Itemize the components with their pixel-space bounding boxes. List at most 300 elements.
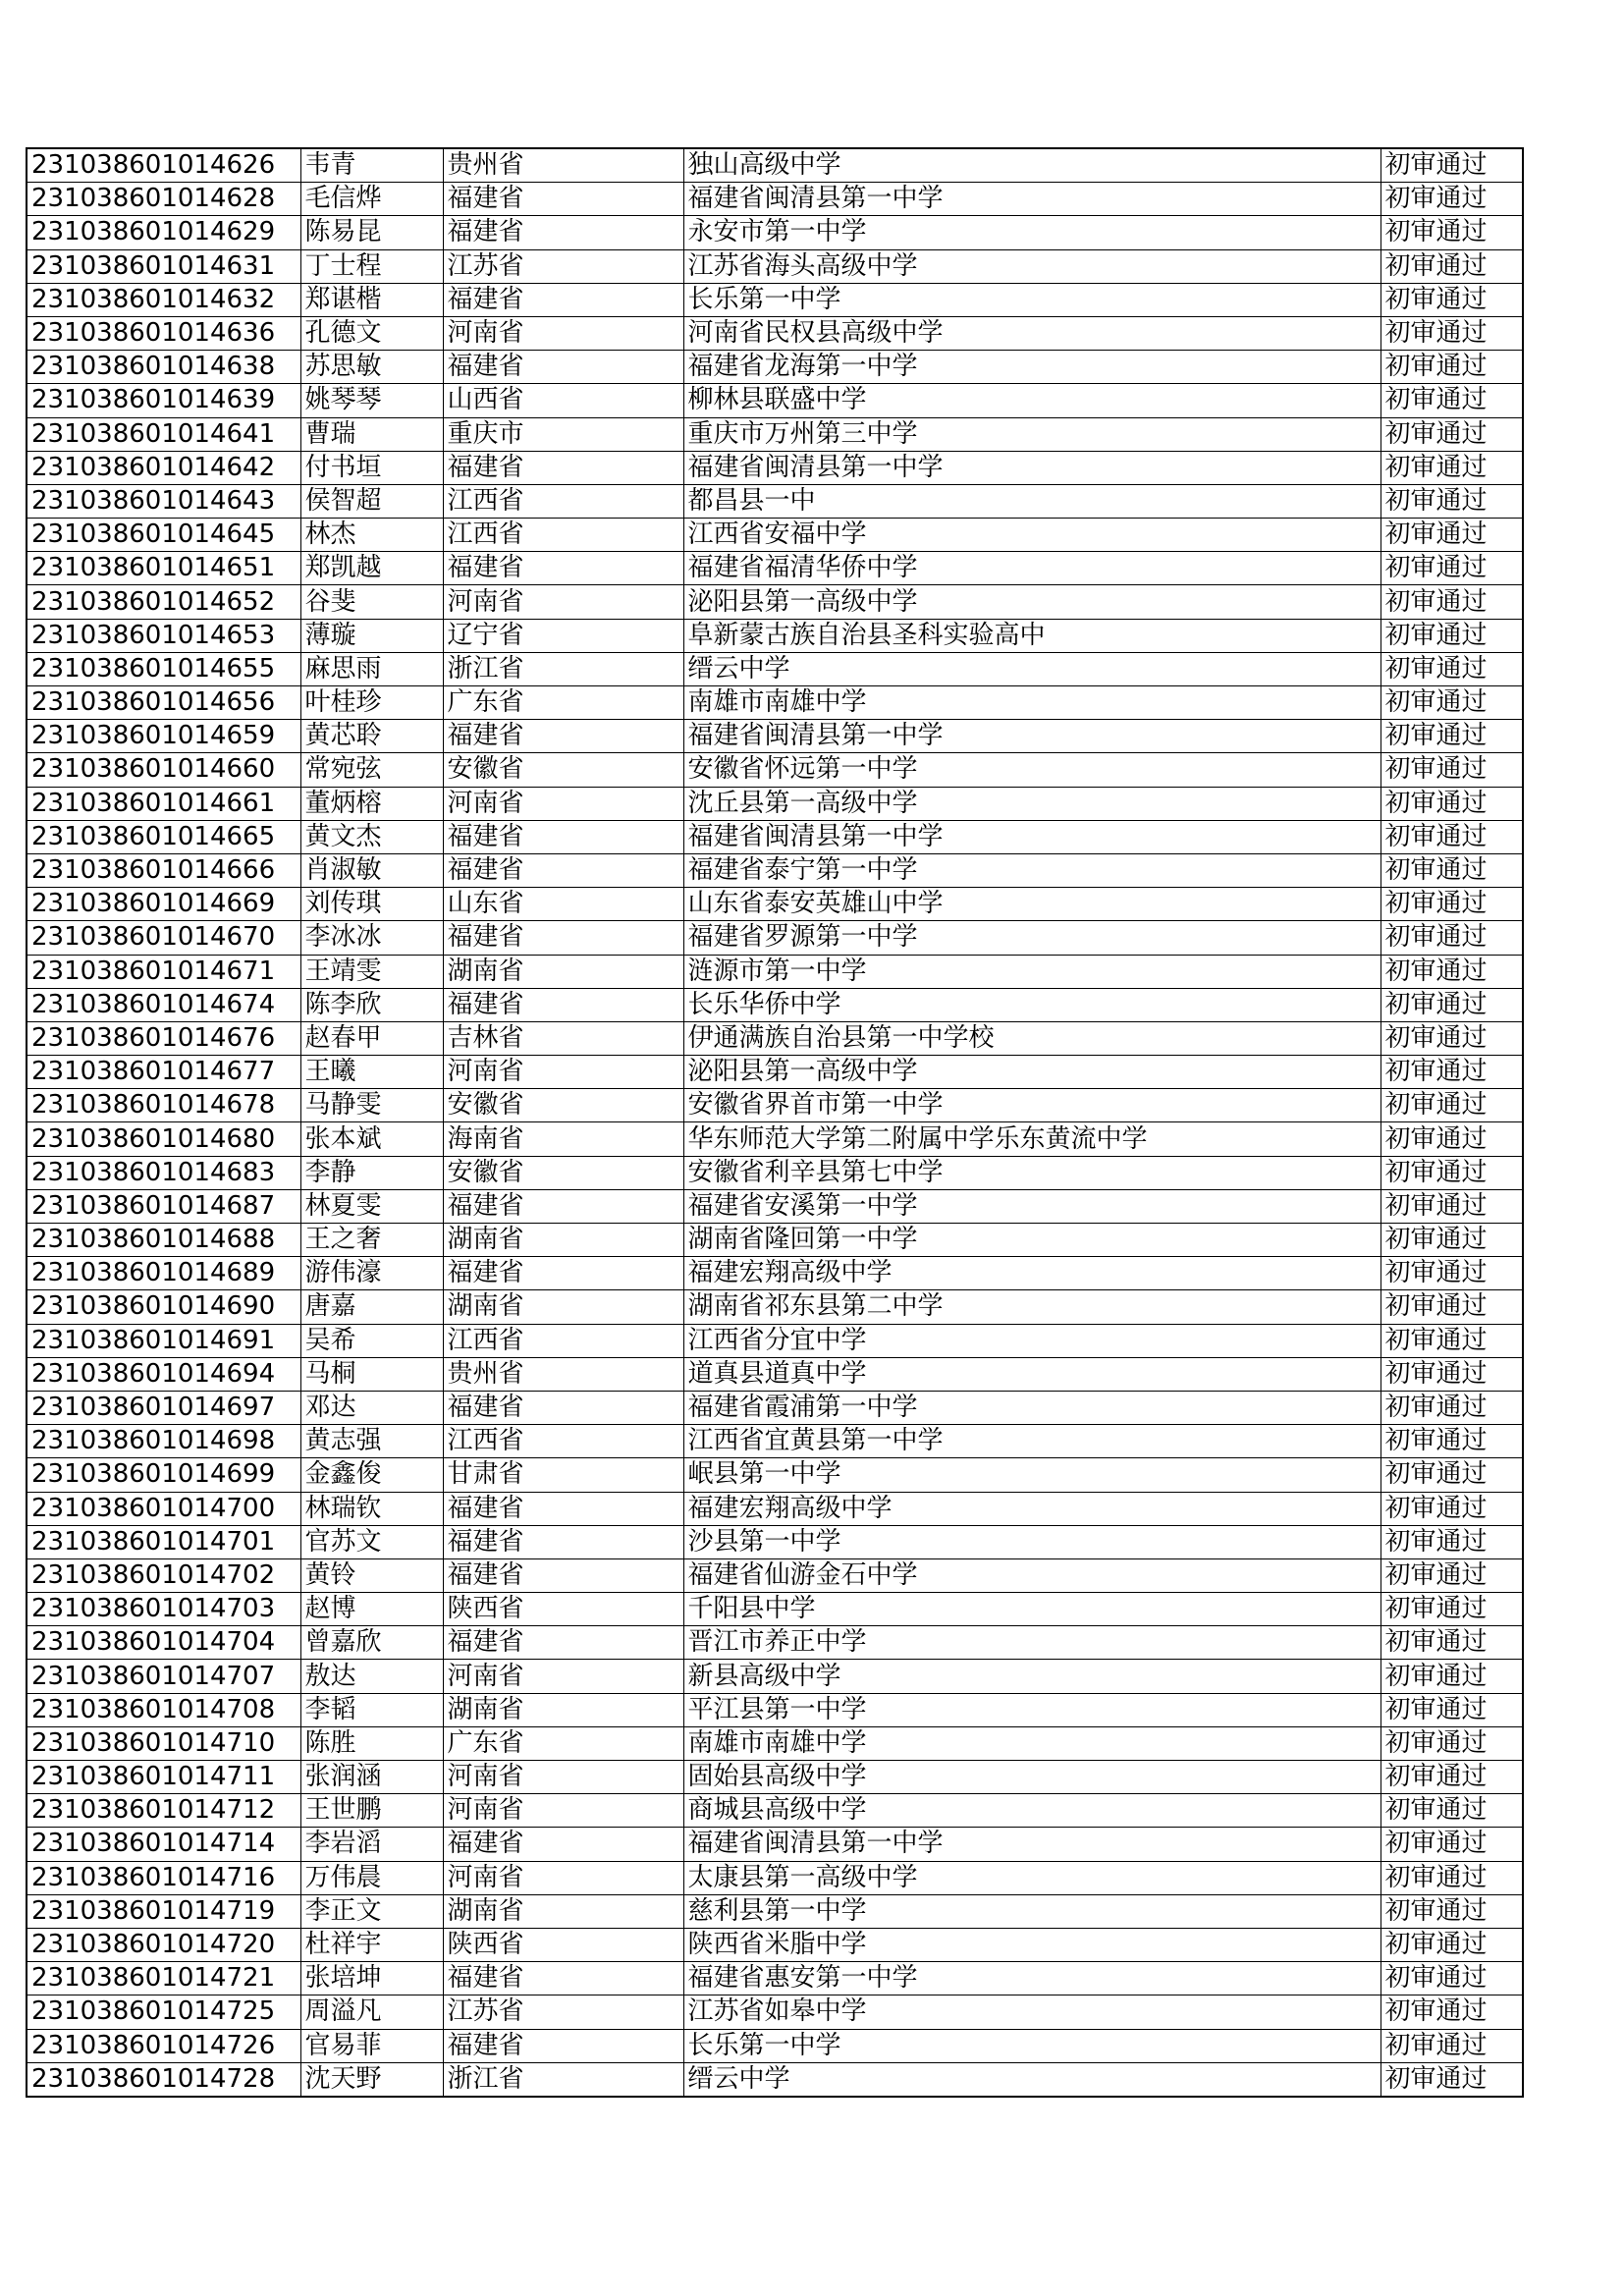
cell-id: 231038601014683	[27, 1156, 300, 1189]
cell-id: 231038601014639	[27, 384, 300, 417]
table-row	[27, 316, 1523, 350]
cell-school: 商城县高级中学	[683, 1794, 1380, 1828]
cell-school: 安徽省界首市第一中学	[683, 1089, 1380, 1122]
cell-status: 初审通过	[1380, 148, 1523, 183]
cell-school: 江西省分宜中学	[683, 1324, 1380, 1357]
cell-province: 福建省	[443, 1525, 683, 1558]
cell-name: 付书垣	[300, 451, 443, 484]
table-row	[27, 1425, 1523, 1458]
table-row	[27, 820, 1523, 853]
cell-name: 苏思敏	[300, 351, 443, 384]
cell-province: 江西省	[443, 1425, 683, 1458]
table-row	[27, 1257, 1523, 1290]
table-row	[27, 1995, 1523, 2029]
cell-name: 陈易昆	[300, 216, 443, 249]
cell-status: 初审通过	[1380, 988, 1523, 1021]
table-row	[27, 1224, 1523, 1257]
cell-school: 阜新蒙古族自治县圣科实验高中	[683, 619, 1380, 652]
table-row	[27, 1189, 1523, 1223]
table-row	[27, 1828, 1523, 1861]
table-row	[27, 1794, 1523, 1828]
cell-name: 孔德文	[300, 316, 443, 350]
cell-school: 江苏省海头高级中学	[683, 249, 1380, 283]
cell-province: 福建省	[443, 921, 683, 955]
cell-school: 安徽省利辛县第七中学	[683, 1156, 1380, 1189]
cell-school: 长乐华侨中学	[683, 988, 1380, 1021]
cell-province: 江西省	[443, 1324, 683, 1357]
table-row	[27, 988, 1523, 1021]
cell-school: 福建省泰宁第一中学	[683, 853, 1380, 887]
cell-status: 初审通过	[1380, 1257, 1523, 1290]
cell-id: 231038601014661	[27, 787, 300, 820]
cell-name: 叶桂珍	[300, 686, 443, 720]
cell-province: 福建省	[443, 1828, 683, 1861]
cell-id: 231038601014714	[27, 1828, 300, 1861]
table-row	[27, 1357, 1523, 1391]
cell-school: 涟源市第一中学	[683, 955, 1380, 988]
cell-province: 湖南省	[443, 1290, 683, 1324]
cell-id: 231038601014690	[27, 1290, 300, 1324]
cell-status: 初审通过	[1380, 249, 1523, 283]
cell-id: 231038601014671	[27, 955, 300, 988]
cell-name: 曾嘉欣	[300, 1626, 443, 1660]
table-row	[27, 1525, 1523, 1558]
cell-province: 福建省	[443, 1626, 683, 1660]
cell-status: 初审通过	[1380, 1558, 1523, 1592]
cell-province: 河南省	[443, 585, 683, 619]
cell-province: 陕西省	[443, 1593, 683, 1626]
cell-school: 新县高级中学	[683, 1660, 1380, 1693]
cell-id: 231038601014638	[27, 351, 300, 384]
cell-province: 海南省	[443, 1122, 683, 1156]
cell-id: 231038601014728	[27, 2062, 300, 2097]
cell-school: 长乐第一中学	[683, 2029, 1380, 2062]
cell-name: 马桐	[300, 1357, 443, 1391]
table-row	[27, 753, 1523, 787]
cell-status: 初审通过	[1380, 1357, 1523, 1391]
cell-province: 福建省	[443, 216, 683, 249]
cell-status: 初审通过	[1380, 1021, 1523, 1055]
cell-name: 李冰冰	[300, 921, 443, 955]
cell-status: 初审通过	[1380, 1828, 1523, 1861]
cell-province: 福建省	[443, 1257, 683, 1290]
cell-school: 固始县高级中学	[683, 1761, 1380, 1794]
cell-school: 福建省闽清县第一中学	[683, 451, 1380, 484]
cell-school: 岷县第一中学	[683, 1458, 1380, 1492]
cell-id: 231038601014726	[27, 2029, 300, 2062]
cell-name: 唐嘉	[300, 1290, 443, 1324]
cell-school: 南雄市南雄中学	[683, 686, 1380, 720]
cell-id: 231038601014702	[27, 1558, 300, 1592]
cell-school: 平江县第一中学	[683, 1693, 1380, 1726]
cell-province: 江苏省	[443, 1995, 683, 2029]
table-row	[27, 1458, 1523, 1492]
cell-school: 独山高级中学	[683, 148, 1380, 183]
cell-province: 福建省	[443, 1492, 683, 1525]
cell-status: 初审通过	[1380, 1894, 1523, 1928]
cell-school: 福建省罗源第一中学	[683, 921, 1380, 955]
cell-name: 常宛弦	[300, 753, 443, 787]
cell-school: 福建省闽清县第一中学	[683, 1828, 1380, 1861]
cell-status: 初审通过	[1380, 1425, 1523, 1458]
cell-status: 初审通过	[1380, 183, 1523, 216]
cell-id: 231038601014666	[27, 853, 300, 887]
cell-status: 初审通过	[1380, 519, 1523, 552]
cell-province: 吉林省	[443, 1021, 683, 1055]
cell-province: 浙江省	[443, 2062, 683, 2097]
cell-school: 沈丘县第一高级中学	[683, 787, 1380, 820]
cell-school: 山东省泰安英雄山中学	[683, 888, 1380, 921]
cell-name: 郑凯越	[300, 552, 443, 585]
table-row	[27, 921, 1523, 955]
cell-id: 231038601014656	[27, 686, 300, 720]
cell-id: 231038601014676	[27, 1021, 300, 1055]
table-row	[27, 216, 1523, 249]
table-row	[27, 1626, 1523, 1660]
cell-status: 初审通过	[1380, 1189, 1523, 1223]
table-row	[27, 519, 1523, 552]
cell-name: 韦青	[300, 148, 443, 183]
cell-school: 道真县道真中学	[683, 1357, 1380, 1391]
table-row	[27, 1492, 1523, 1525]
cell-province: 河南省	[443, 1660, 683, 1693]
cell-name: 张培坤	[300, 1962, 443, 1995]
table-row	[27, 1324, 1523, 1357]
cell-name: 敖达	[300, 1660, 443, 1693]
table-row	[27, 1056, 1523, 1089]
cell-province: 福建省	[443, 552, 683, 585]
cell-id: 231038601014716	[27, 1861, 300, 1894]
cell-status: 初审通过	[1380, 820, 1523, 853]
cell-name: 董炳榕	[300, 787, 443, 820]
cell-status: 初审通过	[1380, 552, 1523, 585]
cell-province: 福建省	[443, 2029, 683, 2062]
cell-status: 初审通过	[1380, 2062, 1523, 2097]
cell-name: 杜祥宇	[300, 1928, 443, 1961]
cell-id: 231038601014652	[27, 585, 300, 619]
cell-id: 231038601014719	[27, 1894, 300, 1928]
cell-province: 河南省	[443, 316, 683, 350]
cell-name: 官苏文	[300, 1525, 443, 1558]
cell-name: 黄志强	[300, 1425, 443, 1458]
cell-status: 初审通过	[1380, 1861, 1523, 1894]
cell-name: 肖淑敏	[300, 853, 443, 887]
cell-status: 初审通过	[1380, 720, 1523, 753]
cell-name: 王曦	[300, 1056, 443, 1089]
cell-id: 231038601014694	[27, 1357, 300, 1391]
table-row	[27, 1962, 1523, 1995]
table-row	[27, 283, 1523, 316]
cell-status: 初审通过	[1380, 955, 1523, 988]
results-table-body	[27, 148, 1523, 2097]
table-row	[27, 1558, 1523, 1592]
table-row	[27, 484, 1523, 518]
cell-status: 初审通过	[1380, 451, 1523, 484]
cell-school: 江西省安福中学	[683, 519, 1380, 552]
cell-name: 赵博	[300, 1593, 443, 1626]
cell-name: 丁士程	[300, 249, 443, 283]
cell-name: 陈李欣	[300, 988, 443, 1021]
table-row	[27, 1021, 1523, 1055]
table-row	[27, 148, 1523, 183]
cell-status: 初审通过	[1380, 888, 1523, 921]
cell-id: 231038601014674	[27, 988, 300, 1021]
cell-status: 初审通过	[1380, 1693, 1523, 1726]
cell-id: 231038601014645	[27, 519, 300, 552]
cell-status: 初审通过	[1380, 1626, 1523, 1660]
cell-province: 河南省	[443, 1056, 683, 1089]
cell-province: 河南省	[443, 1794, 683, 1828]
cell-school: 缙云中学	[683, 652, 1380, 685]
cell-school: 都昌县一中	[683, 484, 1380, 518]
cell-name: 李岩滔	[300, 1828, 443, 1861]
cell-province: 湖南省	[443, 1224, 683, 1257]
cell-id: 231038601014678	[27, 1089, 300, 1122]
cell-name: 王世鹏	[300, 1794, 443, 1828]
cell-status: 初审通过	[1380, 853, 1523, 887]
cell-id: 231038601014689	[27, 1257, 300, 1290]
cell-id: 231038601014665	[27, 820, 300, 853]
cell-status: 初审通过	[1380, 585, 1523, 619]
cell-province: 安徽省	[443, 1089, 683, 1122]
table-row	[27, 1761, 1523, 1794]
cell-school: 福建省惠安第一中学	[683, 1962, 1380, 1995]
cell-status: 初审通过	[1380, 216, 1523, 249]
cell-status: 初审通过	[1380, 1156, 1523, 1189]
table-row	[27, 652, 1523, 685]
cell-id: 231038601014636	[27, 316, 300, 350]
cell-status: 初审通过	[1380, 417, 1523, 451]
table-row	[27, 1693, 1523, 1726]
cell-id: 231038601014691	[27, 1324, 300, 1357]
cell-province: 福建省	[443, 720, 683, 753]
table-row	[27, 1928, 1523, 1961]
table-row	[27, 1122, 1523, 1156]
cell-status: 初审通过	[1380, 283, 1523, 316]
cell-name: 邓达	[300, 1391, 443, 1424]
table-row	[27, 1391, 1523, 1424]
cell-province: 广东省	[443, 1726, 683, 1760]
cell-school: 福建省龙海第一中学	[683, 351, 1380, 384]
cell-province: 河南省	[443, 1761, 683, 1794]
table-row	[27, 1089, 1523, 1122]
cell-province: 山东省	[443, 888, 683, 921]
table-row	[27, 1593, 1523, 1626]
cell-id: 231038601014655	[27, 652, 300, 685]
cell-id: 231038601014651	[27, 552, 300, 585]
cell-name: 金鑫俊	[300, 1458, 443, 1492]
cell-school: 安徽省怀远第一中学	[683, 753, 1380, 787]
table-row	[27, 183, 1523, 216]
cell-status: 初审通过	[1380, 1962, 1523, 1995]
cell-province: 甘肃省	[443, 1458, 683, 1492]
cell-id: 231038601014721	[27, 1962, 300, 1995]
cell-school: 泌阳县第一高级中学	[683, 1056, 1380, 1089]
cell-name: 郑谌楷	[300, 283, 443, 316]
cell-id: 231038601014629	[27, 216, 300, 249]
cell-school: 湖南省祁东县第二中学	[683, 1290, 1380, 1324]
cell-status: 初审通过	[1380, 351, 1523, 384]
cell-school: 长乐第一中学	[683, 283, 1380, 316]
table-row	[27, 1660, 1523, 1693]
cell-status: 初审通过	[1380, 316, 1523, 350]
cell-status: 初审通过	[1380, 1056, 1523, 1089]
cell-name: 赵春甲	[300, 1021, 443, 1055]
table-row	[27, 853, 1523, 887]
cell-id: 231038601014669	[27, 888, 300, 921]
cell-id: 231038601014642	[27, 451, 300, 484]
cell-id: 231038601014701	[27, 1525, 300, 1558]
cell-name: 谷斐	[300, 585, 443, 619]
cell-status: 初审通过	[1380, 686, 1523, 720]
cell-school: 陕西省米脂中学	[683, 1928, 1380, 1961]
cell-province: 陕西省	[443, 1928, 683, 1961]
cell-school: 缙云中学	[683, 2062, 1380, 2097]
cell-province: 贵州省	[443, 148, 683, 183]
cell-status: 初审通过	[1380, 1794, 1523, 1828]
cell-status: 初审通过	[1380, 1391, 1523, 1424]
cell-name: 王之奢	[300, 1224, 443, 1257]
cell-name: 薄璇	[300, 619, 443, 652]
cell-id: 231038601014725	[27, 1995, 300, 2029]
cell-name: 张润涵	[300, 1761, 443, 1794]
cell-name: 张本斌	[300, 1122, 443, 1156]
cell-school: 晋江市养正中学	[683, 1626, 1380, 1660]
cell-province: 浙江省	[443, 652, 683, 685]
cell-status: 初审通过	[1380, 1660, 1523, 1693]
cell-province: 福建省	[443, 1558, 683, 1592]
cell-name: 李正文	[300, 1894, 443, 1928]
cell-school: 江苏省如皋中学	[683, 1995, 1380, 2029]
cell-province: 贵州省	[443, 1357, 683, 1391]
cell-name: 林瑞钦	[300, 1492, 443, 1525]
table-row	[27, 955, 1523, 988]
cell-id: 231038601014704	[27, 1626, 300, 1660]
cell-name: 麻思雨	[300, 652, 443, 685]
table-row	[27, 2062, 1523, 2097]
cell-name: 周溢凡	[300, 1995, 443, 2029]
results-table	[26, 147, 1524, 2098]
cell-status: 初审通过	[1380, 1726, 1523, 1760]
cell-name: 李韬	[300, 1693, 443, 1726]
cell-status: 初审通过	[1380, 652, 1523, 685]
cell-school: 华东师范大学第二附属中学乐东黄流中学	[683, 1122, 1380, 1156]
cell-school: 福建宏翔高级中学	[683, 1492, 1380, 1525]
cell-school: 福建省闽清县第一中学	[683, 183, 1380, 216]
cell-name: 万伟晨	[300, 1861, 443, 1894]
cell-status: 初审通过	[1380, 1290, 1523, 1324]
cell-status: 初审通过	[1380, 1458, 1523, 1492]
cell-id: 231038601014699	[27, 1458, 300, 1492]
cell-id: 231038601014700	[27, 1492, 300, 1525]
cell-province: 重庆市	[443, 417, 683, 451]
table-row	[27, 888, 1523, 921]
cell-status: 初审通过	[1380, 1122, 1523, 1156]
cell-status: 初审通过	[1380, 1761, 1523, 1794]
table-row	[27, 1290, 1523, 1324]
cell-status: 初审通过	[1380, 921, 1523, 955]
cell-province: 江苏省	[443, 249, 683, 283]
cell-school: 泌阳县第一高级中学	[683, 585, 1380, 619]
cell-id: 231038601014632	[27, 283, 300, 316]
cell-province: 福建省	[443, 1962, 683, 1995]
cell-school: 柳林县联盛中学	[683, 384, 1380, 417]
cell-name: 曹瑞	[300, 417, 443, 451]
cell-id: 231038601014653	[27, 619, 300, 652]
cell-school: 慈利县第一中学	[683, 1894, 1380, 1928]
cell-school: 河南省民权县高级中学	[683, 316, 1380, 350]
cell-status: 初审通过	[1380, 1224, 1523, 1257]
cell-school: 沙县第一中学	[683, 1525, 1380, 1558]
cell-province: 安徽省	[443, 1156, 683, 1189]
cell-id: 231038601014703	[27, 1593, 300, 1626]
cell-name: 姚琴琴	[300, 384, 443, 417]
cell-status: 初审通过	[1380, 1492, 1523, 1525]
cell-status: 初审通过	[1380, 1089, 1523, 1122]
table-row	[27, 451, 1523, 484]
cell-status: 初审通过	[1380, 484, 1523, 518]
cell-id: 231038601014697	[27, 1391, 300, 1424]
cell-name: 毛信烨	[300, 183, 443, 216]
cell-school: 南雄市南雄中学	[683, 1726, 1380, 1760]
cell-school: 江西省宜黄县第一中学	[683, 1425, 1380, 1458]
cell-province: 福建省	[443, 183, 683, 216]
cell-name: 黄铃	[300, 1558, 443, 1592]
cell-province: 福建省	[443, 351, 683, 384]
cell-id: 231038601014711	[27, 1761, 300, 1794]
cell-province: 广东省	[443, 686, 683, 720]
cell-province: 辽宁省	[443, 619, 683, 652]
cell-name: 马静雯	[300, 1089, 443, 1122]
cell-id: 231038601014687	[27, 1189, 300, 1223]
cell-province: 河南省	[443, 787, 683, 820]
table-row	[27, 1894, 1523, 1928]
table-row	[27, 1861, 1523, 1894]
cell-id: 231038601014688	[27, 1224, 300, 1257]
table-row	[27, 787, 1523, 820]
cell-status: 初审通过	[1380, 1928, 1523, 1961]
cell-id: 231038601014677	[27, 1056, 300, 1089]
cell-name: 官易菲	[300, 2029, 443, 2062]
table-row	[27, 384, 1523, 417]
cell-school: 重庆市万州第三中学	[683, 417, 1380, 451]
cell-province: 湖南省	[443, 1894, 683, 1928]
cell-status: 初审通过	[1380, 1593, 1523, 1626]
cell-id: 231038601014643	[27, 484, 300, 518]
cell-province: 湖南省	[443, 955, 683, 988]
cell-id: 231038601014710	[27, 1726, 300, 1760]
cell-name: 吴希	[300, 1324, 443, 1357]
cell-school: 太康县第一高级中学	[683, 1861, 1380, 1894]
cell-id: 231038601014707	[27, 1660, 300, 1693]
table-row	[27, 417, 1523, 451]
cell-name: 林杰	[300, 519, 443, 552]
cell-name: 林夏雯	[300, 1189, 443, 1223]
table-row	[27, 249, 1523, 283]
cell-province: 福建省	[443, 1391, 683, 1424]
cell-province: 山西省	[443, 384, 683, 417]
cell-id: 231038601014628	[27, 183, 300, 216]
cell-id: 231038601014660	[27, 753, 300, 787]
cell-name: 黄文杰	[300, 820, 443, 853]
cell-province: 江西省	[443, 519, 683, 552]
cell-status: 初审通过	[1380, 2029, 1523, 2062]
cell-school: 千阳县中学	[683, 1593, 1380, 1626]
cell-name: 刘传琪	[300, 888, 443, 921]
cell-school: 湖南省隆回第一中学	[683, 1224, 1380, 1257]
cell-id: 231038601014708	[27, 1693, 300, 1726]
cell-school: 伊通满族自治县第一中学校	[683, 1021, 1380, 1055]
